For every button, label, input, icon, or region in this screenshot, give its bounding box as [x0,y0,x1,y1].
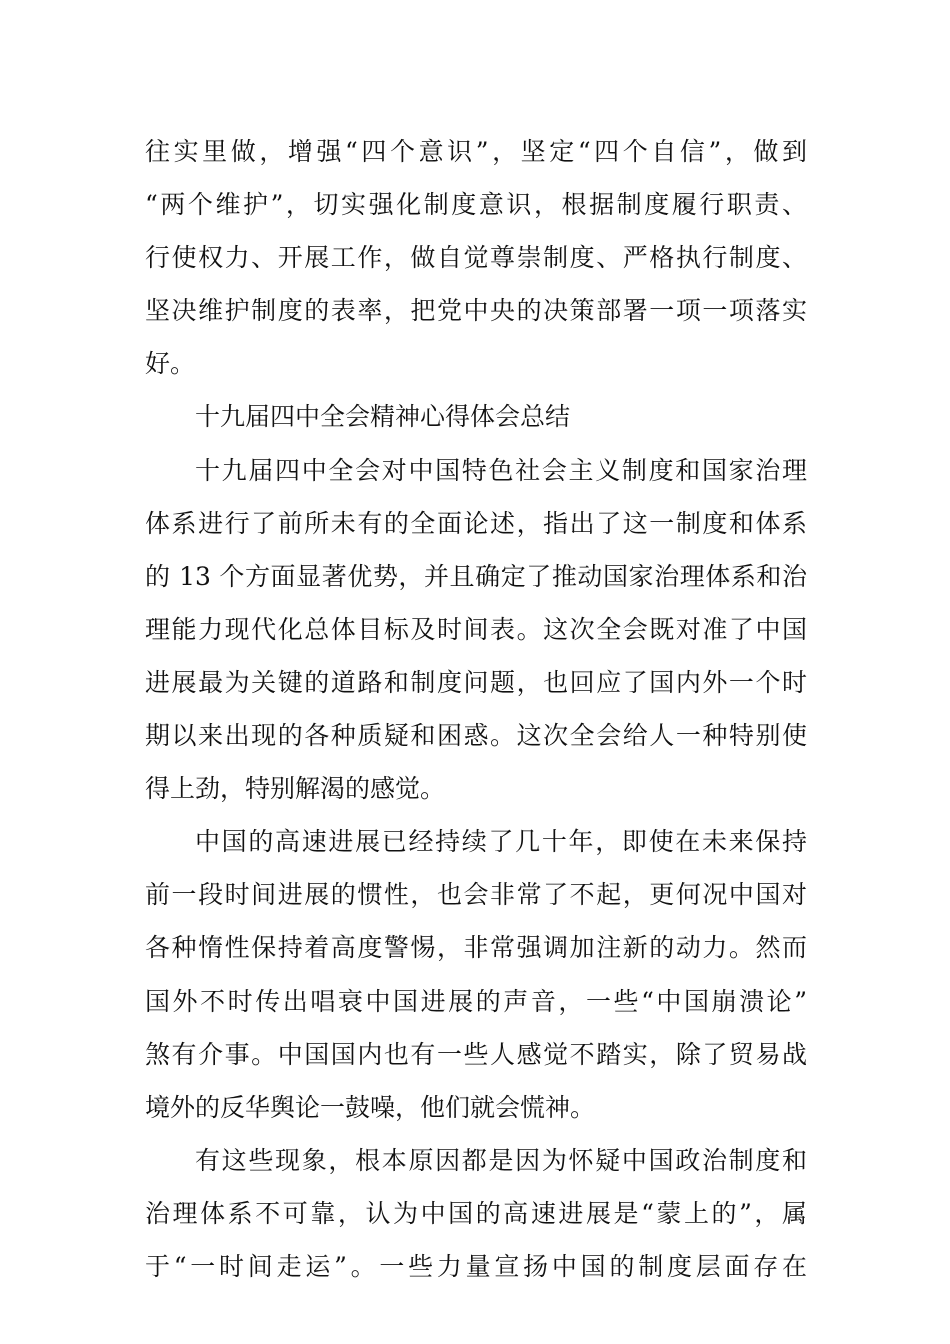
text-line: 体系进行了前所未有的全面论述，指出了这一制度和体系 [145,508,807,538]
text-line: 境外的反华舆论一鼓噪，他们就会慌神。 [145,1092,596,1122]
text-line: 国外不时传出唱衰中国进展的声音，一些“中国崩溃论” [145,986,807,1016]
paragraph-first-line: 有这些现象，根本原因都是因为怀疑中国政治制度和 [195,1145,807,1175]
text-line: 进展最为关键的道路和制度问题，也回应了国内外一个时 [145,667,807,697]
text-line: 坚决维护制度的表率，把党中央的决策部署一项一项落实 [145,296,807,326]
text-line: 好。 [145,349,196,379]
document-body [145,125,807,1293]
text-line: “两个维护”，切实强化制度意识，根据制度履行职责、 [145,190,807,220]
text-line: 得上劲，特别解渴的感觉。 [145,774,446,804]
text-line: 于“一时间走运”。一些力量宣扬中国的制度层面存在 [145,1251,807,1281]
text-line: 煞有介事。中国国内也有一些人感觉不踏实，除了贸易战 [145,1039,807,1069]
section-heading: 十九届四中全会精神心得体会总结 [195,402,571,432]
text-line: 行使权力、开展工作，做自觉尊崇制度、严格执行制度、 [145,243,807,273]
text-line: 期以来出现的各种质疑和困惑。这次全会给人一种特别使 [145,721,807,751]
text-line: 前一段时间进展的惯性，也会非常了不起，更何况中国对 [145,880,807,910]
paragraph-first-line: 十九届四中全会对中国特色社会主义制度和国家治理 [195,455,807,485]
text-line: 理能力现代化总体目标及时间表。这次全会既对准了中国 [145,614,807,644]
paragraph-first-line: 中国的高速进展已经持续了几十年，即使在未来保持 [195,827,807,857]
text-line: 的 13 个方面显著优势，并且确定了推动国家治理体系和治 [145,561,807,591]
text-line: 各种惰性保持着高度警惕，非常强调加注新的动力。然而 [145,933,807,963]
text-line: 往实里做，增强“四个意识”，坚定“四个自信”，做到 [145,137,807,166]
text-line: 治理体系不可靠，认为中国的高速进展是“蒙上的”，属 [145,1198,807,1228]
